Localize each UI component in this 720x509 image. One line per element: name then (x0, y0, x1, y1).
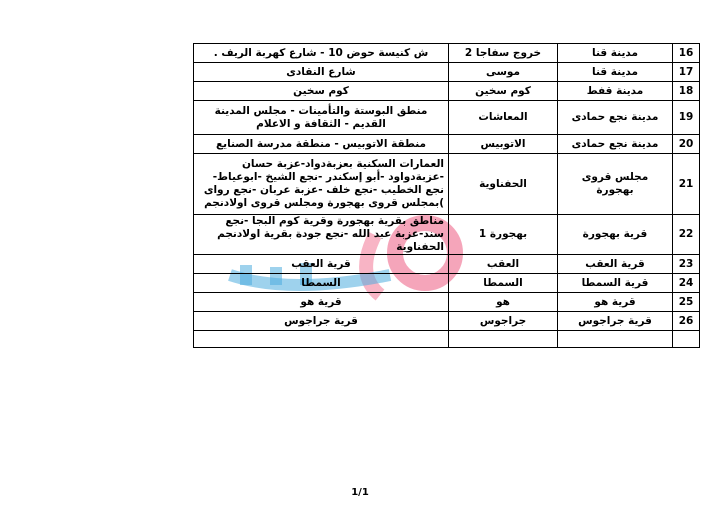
locations-table (193, 43, 700, 348)
table-row (194, 101, 700, 135)
city-cell: مدينة نجع حمادى (558, 101, 673, 135)
row-number: 22 (673, 215, 700, 255)
empty-cell (449, 331, 558, 348)
station-cell: جراجوس (449, 312, 558, 331)
area-cell: منطقة الاتوبيس - منطقة مدرسة الصنايع (194, 135, 449, 154)
row-number: 23 (673, 255, 700, 274)
city-cell: قرية العقب (558, 255, 673, 274)
area-cell: ش كنيسة حوض 10 - شارع كهربة الريف . (194, 44, 449, 63)
empty-cell (558, 331, 673, 348)
area-cell: شارع النقادى (194, 63, 449, 82)
city-cell: مجلس قروى بهجورة (558, 154, 673, 215)
row-number: 17 (673, 63, 700, 82)
area-cell: العمارات السكنية بعزبةدواد-عزبة حسان -عزبةدواود -أبو إسكندر -نجع الشيخ -ابوعياط-نجع الخطيب -نجع خلف -عزبة عربان -نجع رواى )بمجلس قروى بهجورة ومجلس قروى اولادنجم (194, 154, 449, 215)
row-number: 16 (673, 44, 700, 63)
table-row (194, 135, 700, 154)
area-cell: السمطا (194, 274, 449, 293)
empty-cell (673, 331, 700, 348)
table-row (194, 312, 700, 331)
city-cell: مدينة قنا (558, 63, 673, 82)
city-cell: مدينة قفط (558, 82, 673, 101)
station-cell: موسى (449, 63, 558, 82)
area-cell: قرية هو (194, 293, 449, 312)
station-cell: كوم سخين (449, 82, 558, 101)
row-number: 25 (673, 293, 700, 312)
page-number: 1/1 (351, 487, 369, 498)
row-number: 24 (673, 274, 700, 293)
city-cell: قرية جراجوس (558, 312, 673, 331)
city-cell: مدينة قنا (558, 44, 673, 63)
empty-cell (194, 331, 449, 348)
row-number: 21 (673, 154, 700, 215)
station-cell: بهجورة 1 (449, 215, 558, 255)
station-cell: خروج سفاجا 2 (449, 44, 558, 63)
row-number: 20 (673, 135, 700, 154)
row-number: 18 (673, 82, 700, 101)
table-row (194, 63, 700, 82)
city-cell: قرية بهجورة (558, 215, 673, 255)
station-cell: هو (449, 293, 558, 312)
area-cell: كوم سخين (194, 82, 449, 101)
table-row (194, 274, 700, 293)
station-cell: العقب (449, 255, 558, 274)
city-cell: مدينة نجع حمادى (558, 135, 673, 154)
table-row (194, 293, 700, 312)
area-cell: مناطق بقرية بهجورة وقرية كوم البجا -نجع سند-عزبة عبد الله -نجع جودة بقرية اولادنجم الحفناوية (194, 215, 449, 255)
area-cell: قرية جراجوس (194, 312, 449, 331)
station-cell: المعاشات (449, 101, 558, 135)
table-row (194, 215, 700, 255)
city-cell: قرية السمطا (558, 274, 673, 293)
station-cell: الاتوبيس (449, 135, 558, 154)
table-row-empty (194, 331, 700, 348)
row-number: 19 (673, 101, 700, 135)
area-cell: منطق البوستة والتأمينات - مجلس المدينة القديم - الثقافة و الاعلام (194, 101, 449, 135)
area-cell: قرية العقب (194, 255, 449, 274)
table-row (194, 255, 700, 274)
table-row (194, 44, 700, 63)
table-row (194, 82, 700, 101)
station-cell: السمطا (449, 274, 558, 293)
table-row (194, 154, 700, 215)
city-cell: قرية هو (558, 293, 673, 312)
station-cell: الحفناوية (449, 154, 558, 215)
row-number: 26 (673, 312, 700, 331)
